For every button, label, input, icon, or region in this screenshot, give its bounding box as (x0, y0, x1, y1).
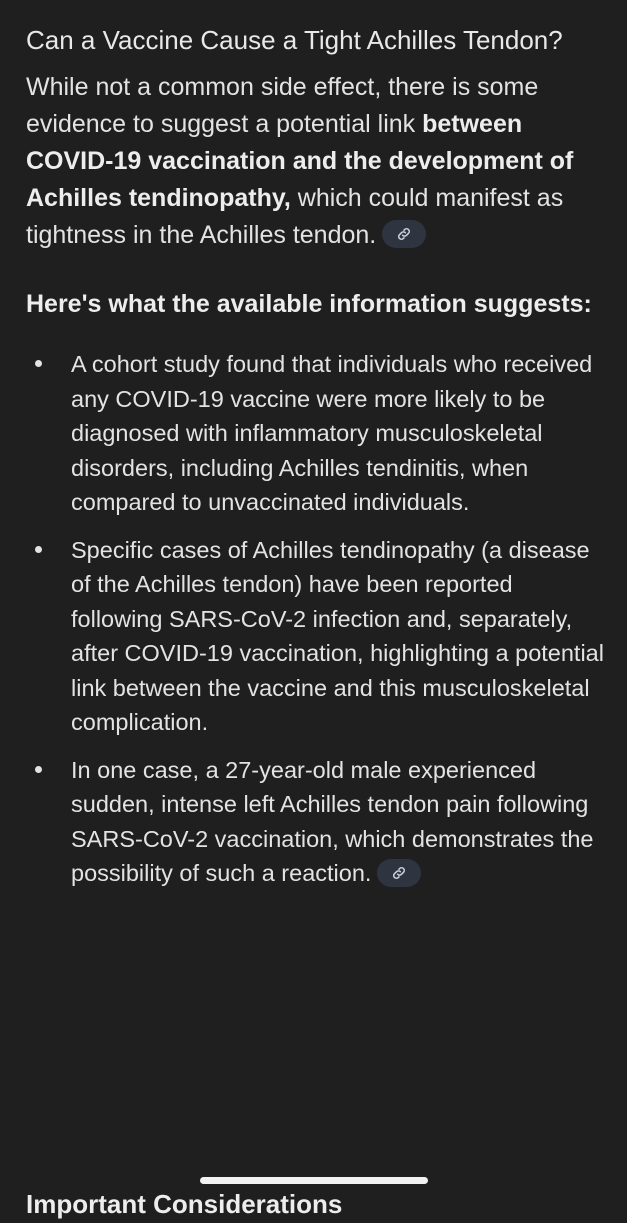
link-icon (391, 865, 407, 881)
intro-paragraph (26, 69, 606, 254)
link-icon (396, 226, 412, 242)
list-item-text: A cohort study found that individuals who received any COVID-19 vaccine were more likely to be diagnosed with inflammatory musculoskeletal disorders, including Achilles tendinitis, when compared to unvaccinated individuals. (71, 351, 593, 515)
answer-content (26, 22, 606, 904)
bullet-dot (35, 546, 42, 553)
next-section-heading: Important Considerations (26, 1189, 343, 1219)
intro-text-2: which could manifest as tightness in the Achilles tendon. (26, 184, 564, 249)
source-link-chip[interactable] (382, 220, 426, 248)
intro-text-1: While not a common side effect, there is some evidence to suggest a potential link (26, 73, 539, 138)
list-item (26, 347, 606, 520)
answer-title: Can a Vaccine Cause a Tight Achilles Tendon? (26, 25, 563, 55)
list-item (26, 533, 606, 740)
section-subheading: Here's what the available information suggests: (26, 290, 592, 318)
list-item-text: Specific cases of Achilles tendinopathy (a disease of the Achilles tendon) have been reported following SARS-CoV-2 infection and, separately, after COVID-19 vaccination, highlighting a potential link between the vaccine and this musculoskeletal complication. (71, 536, 604, 735)
intro-text-bold: between COVID-19 vaccination and the development of Achilles tendinopathy, (26, 110, 574, 212)
bullet-dot (35, 766, 42, 773)
home-indicator[interactable] (200, 1177, 428, 1184)
list-item-text: In one case, a 27-year-old male experienced sudden, intense left Achilles tendon pain following SARS-CoV-2 vaccination, which demonstrates the possibility of such a reaction. (71, 756, 594, 886)
findings-list (26, 347, 606, 891)
source-link-chip[interactable] (377, 859, 421, 887)
list-item (26, 753, 606, 891)
bullet-dot (35, 360, 42, 367)
